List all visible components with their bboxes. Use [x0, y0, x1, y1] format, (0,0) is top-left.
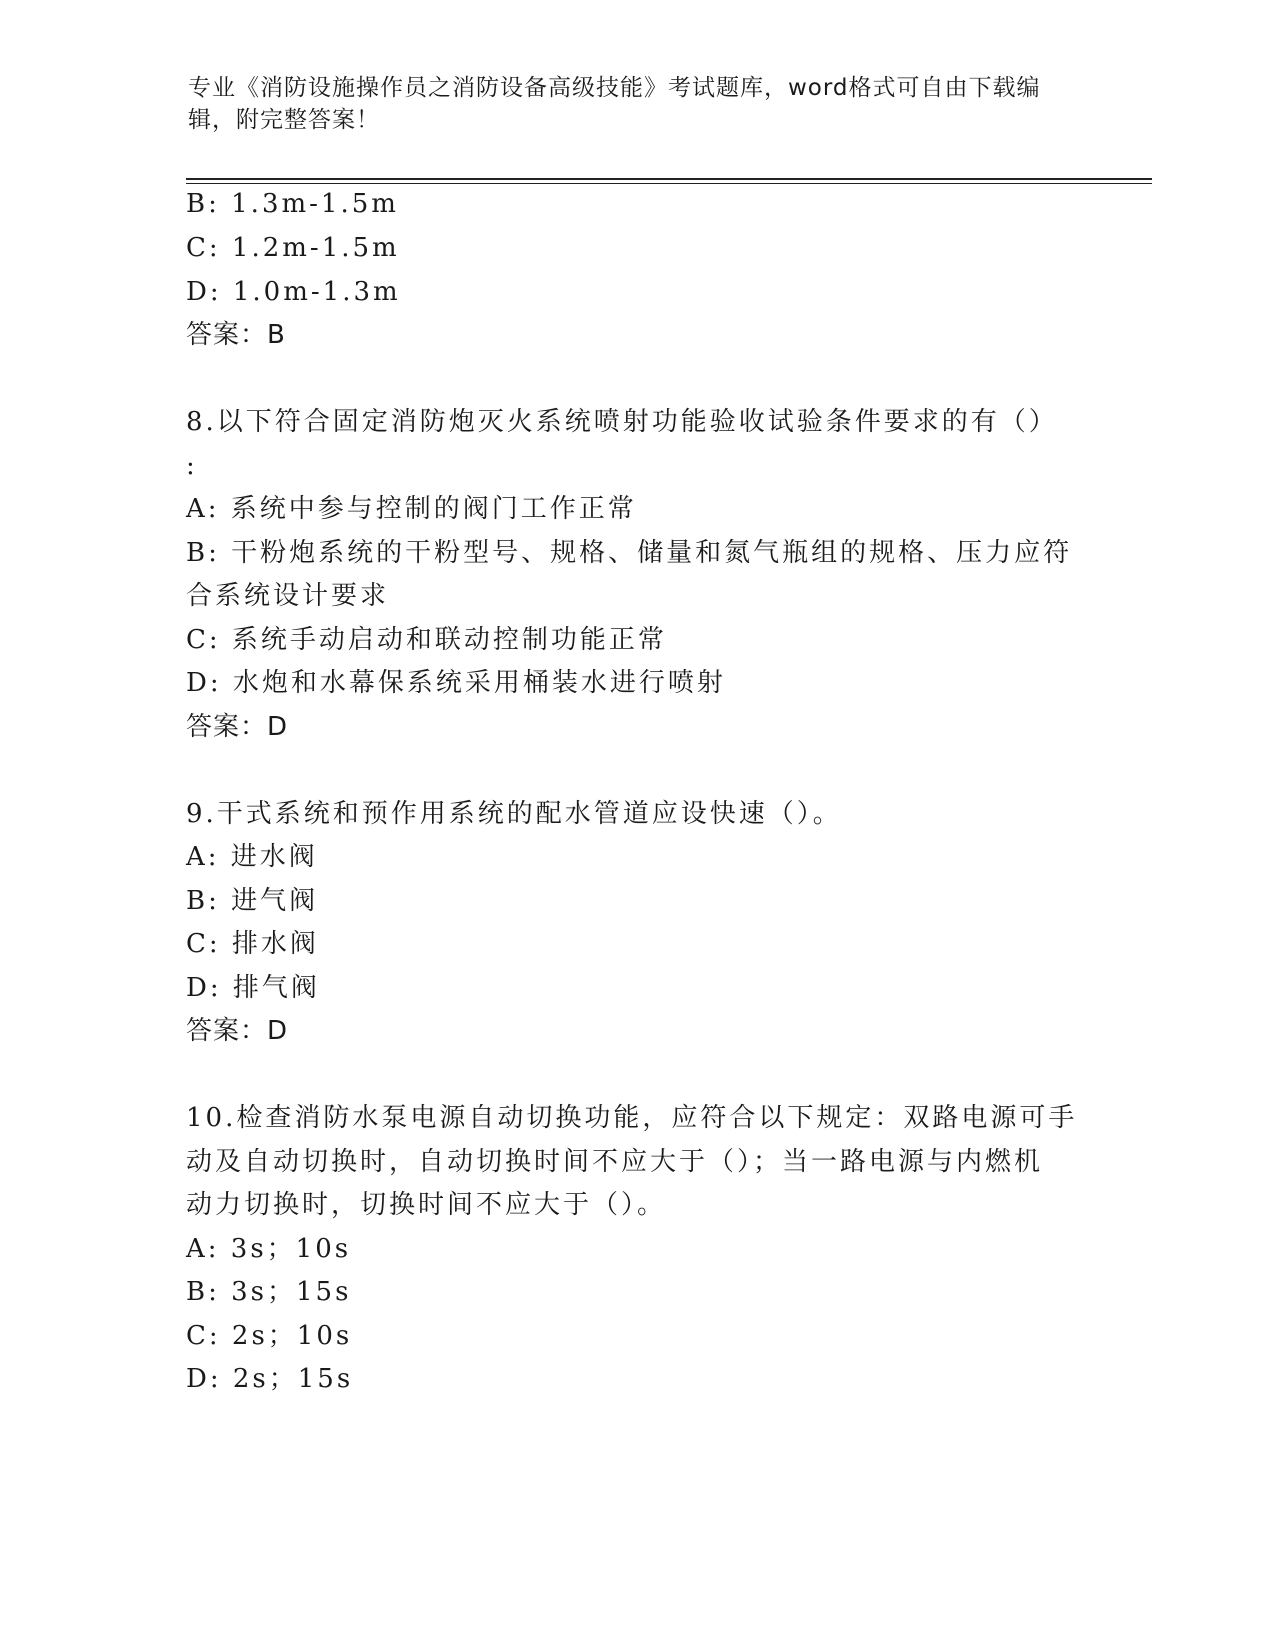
q9-stem: 9.干式系统和预作用系统的配水管道应设快速（）。: [186, 799, 842, 829]
header-line-1: 专业《消防设施操作员之消防设备高级技能》考试题库，word格式可自由下载编: [188, 75, 1041, 101]
q10-stem-line-1: 10.检查消防水泵电源自动切换功能，应符合以下规定：双路电源可手: [186, 1103, 1078, 1133]
header-rule-thick: [186, 178, 1152, 180]
header-line-2: 辑，附完整答案！: [188, 107, 380, 133]
q8-stem-line-2: :: [186, 451, 198, 481]
document-header: [188, 72, 1068, 136]
q7-option-b: B: 1.3m-1.5m: [186, 189, 399, 219]
q9-option-d: D: 排气阀: [186, 973, 320, 1003]
header-rule-thin: [186, 183, 1152, 184]
q8-answer: 答案：D: [186, 712, 289, 742]
q9-answer: 答案：D: [186, 1016, 289, 1046]
q8-option-c: C: 系统手动启动和联动控制功能正常: [186, 625, 667, 655]
q8-option-b-line-1: B: 干粉炮系统的干粉型号、规格、储量和氮气瓶组的规格、压力应符: [186, 538, 1073, 568]
q9-option-a: A: 进水阀: [186, 842, 318, 872]
q10-option-b: B: 3s；15s: [186, 1277, 352, 1307]
q9-option-c: C: 排水阀: [186, 929, 319, 959]
q7-option-c: C: 1.2m-1.5m: [186, 233, 400, 263]
q10-option-c: C: 2s；10s: [186, 1321, 353, 1351]
q10-option-a: A: 3s；10s: [186, 1234, 352, 1264]
q8-option-d: D: 水炮和水幕保系统采用桶装水进行喷射: [186, 668, 726, 698]
q8-stem-line-1: 8.以下符合固定消防炮灭火系统喷射功能验收试验条件要求的有（）: [186, 407, 1058, 437]
q7-option-d: D: 1.0m-1.3m: [186, 277, 401, 307]
q8-option-a: A: 系统中参与控制的阀门工作正常: [186, 494, 637, 524]
q8-option-b-line-2: 合系统设计要求: [186, 581, 390, 611]
q10-stem-line-3: 动力切换时，切换时间不应大于（）。: [186, 1190, 667, 1220]
q9-option-b: B: 进气阀: [186, 886, 319, 916]
q7-answer: 答案：B: [186, 320, 286, 350]
q10-stem-line-2: 动及自动切换时，自动切换时间不应大于（）；当一路电源与内燃机: [186, 1147, 1044, 1177]
q10-option-d: D: 2s；15s: [186, 1364, 354, 1394]
